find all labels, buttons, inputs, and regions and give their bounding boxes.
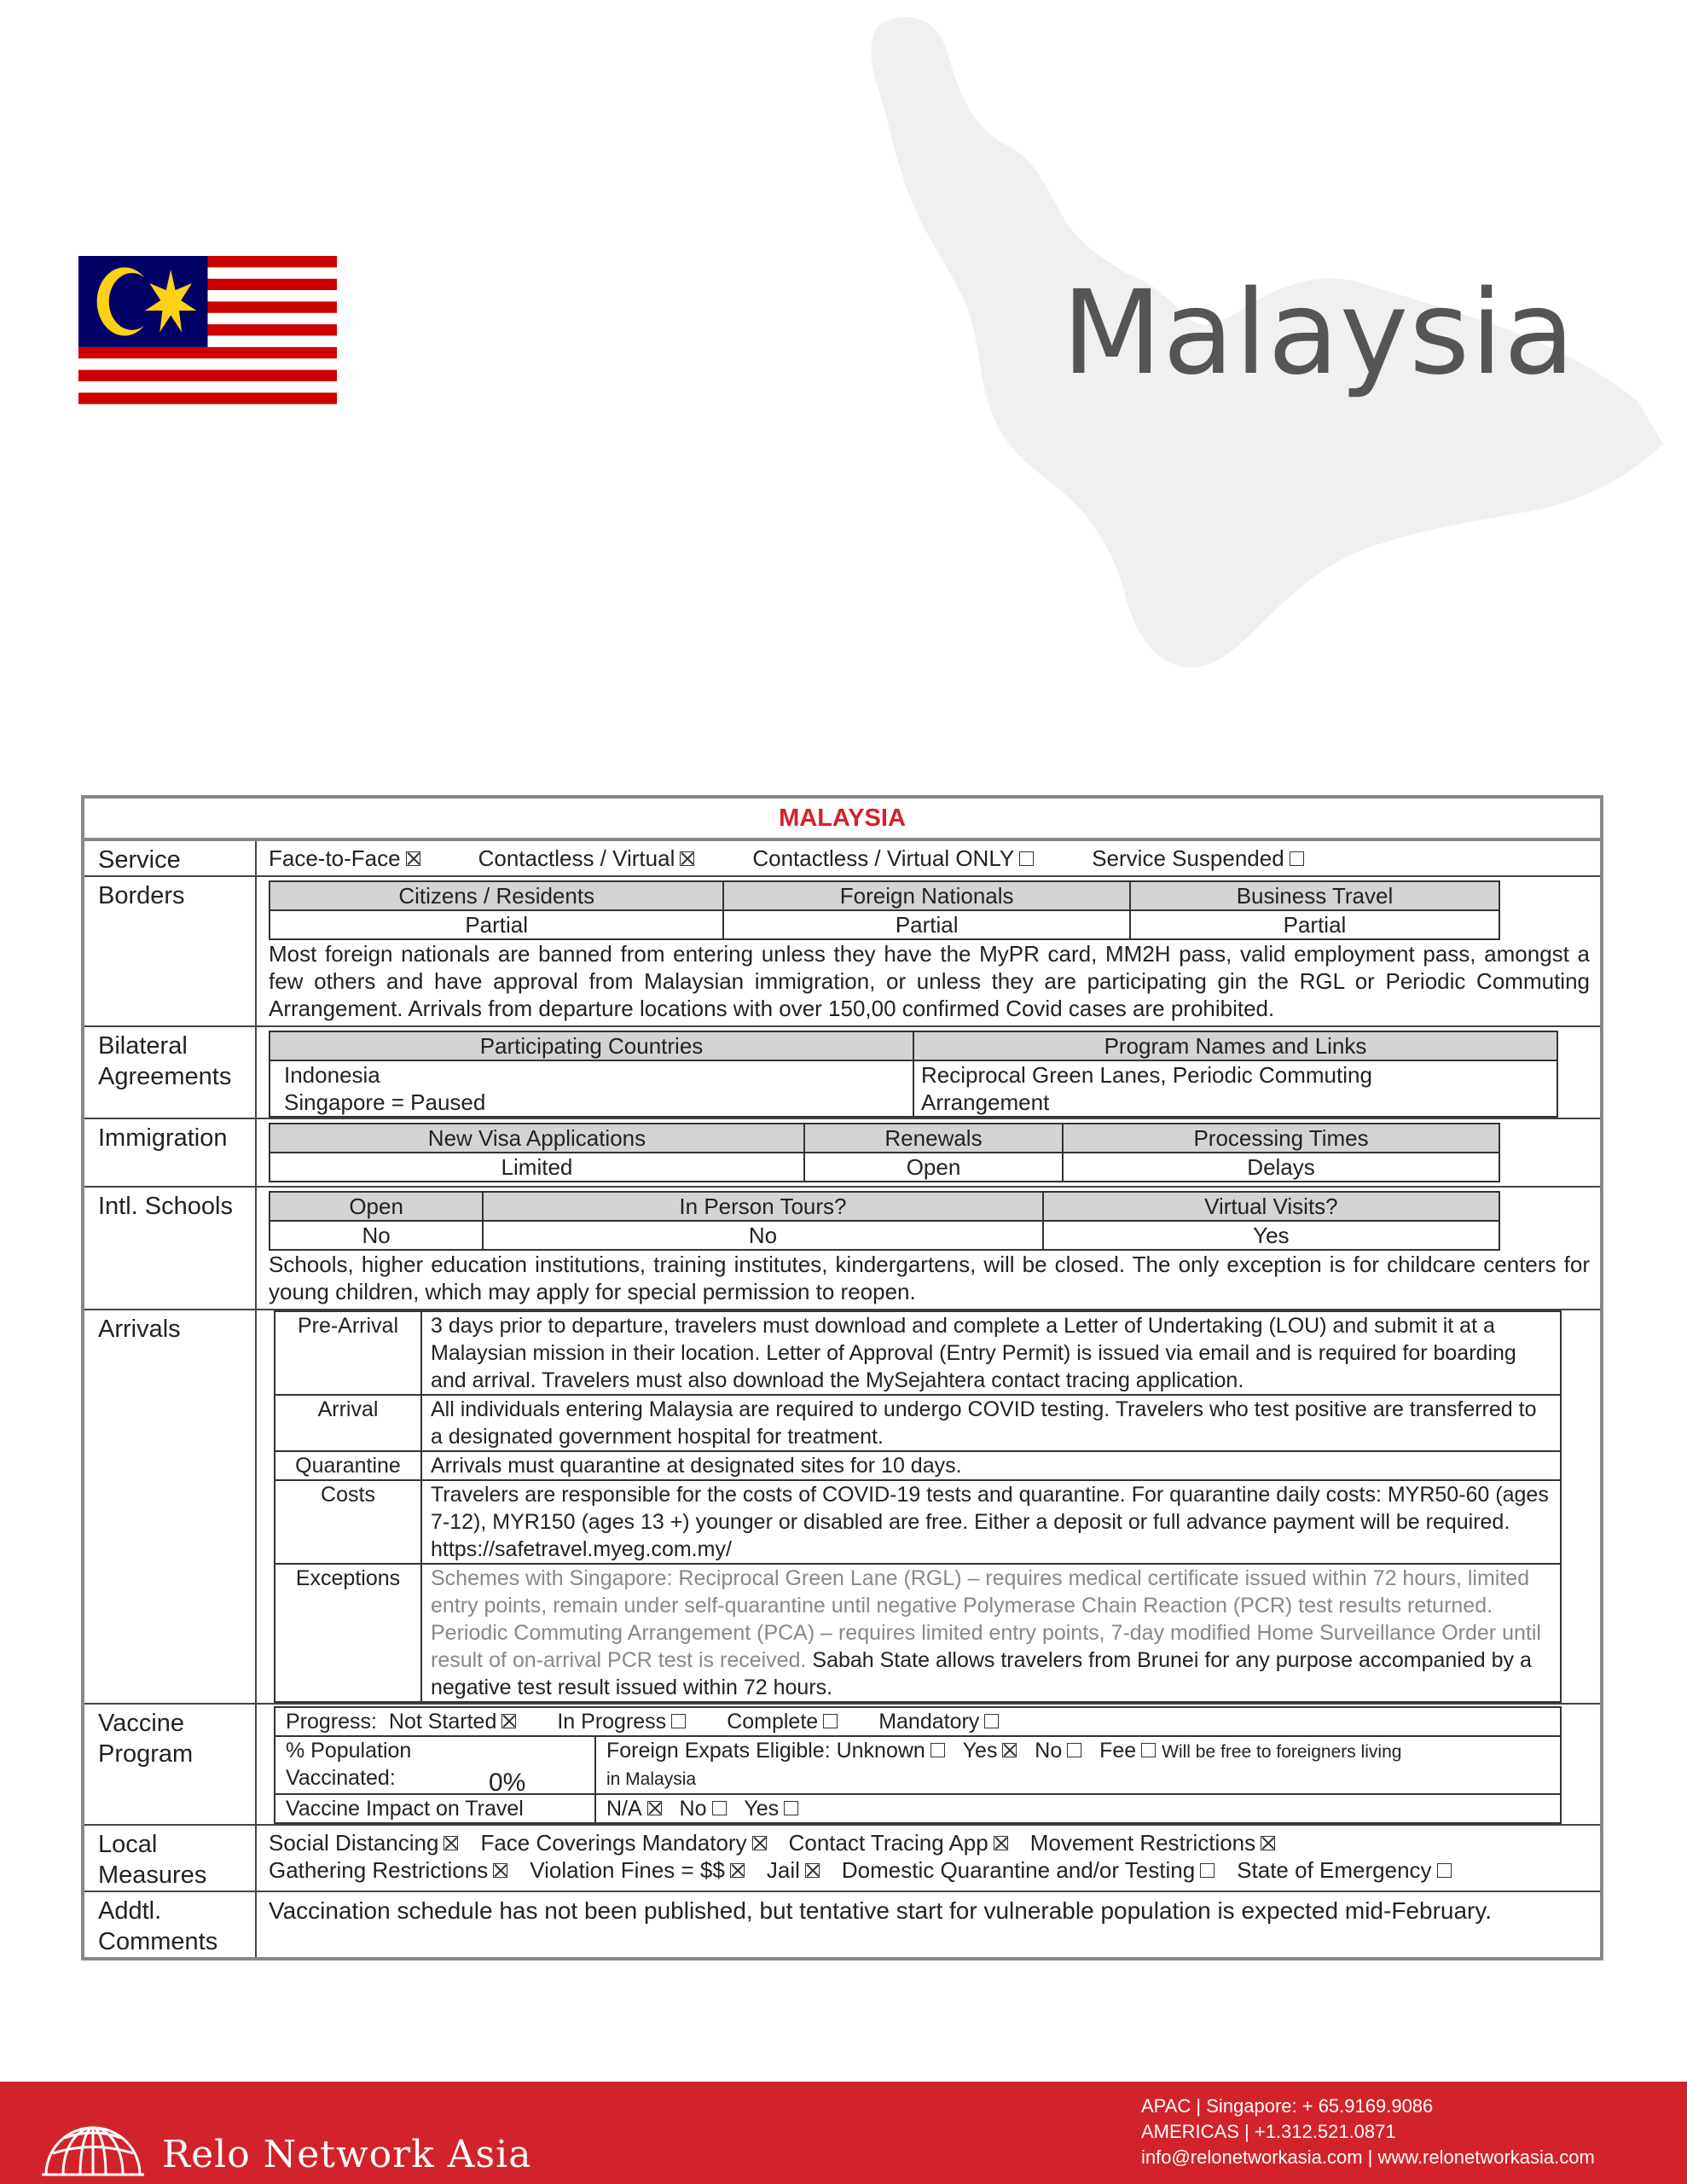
bilateral-grid bbox=[269, 1031, 1558, 1118]
option-contactless: Contactless / Virtual bbox=[478, 845, 695, 872]
brand-name: Relo Network Asia bbox=[162, 2133, 532, 2176]
measure-item: Face Coverings Mandatory bbox=[480, 1829, 766, 1856]
option-contactless-only: Contactless / Virtual ONLY bbox=[752, 845, 1034, 872]
checked-box-icon bbox=[994, 1836, 1008, 1850]
impact-option: Yes bbox=[744, 1797, 780, 1821]
checked-box-icon bbox=[730, 1863, 745, 1878]
vaccine-grid bbox=[274, 1706, 1562, 1824]
checked-box-icon bbox=[493, 1863, 507, 1878]
unchecked-box-icon bbox=[1141, 1743, 1156, 1757]
program-line: Arrangement bbox=[921, 1089, 1050, 1115]
grid-header: Open bbox=[270, 1192, 483, 1221]
arrivals-key: Arrival bbox=[275, 1395, 421, 1451]
checked-box-icon bbox=[443, 1836, 458, 1850]
measure-item: Domestic Quarantine and/or Testing bbox=[842, 1856, 1215, 1884]
unchecked-box-icon bbox=[823, 1714, 838, 1728]
progress-option: Mandatory bbox=[878, 1708, 999, 1735]
unchecked-box-icon bbox=[1200, 1863, 1215, 1878]
row-local-measures bbox=[84, 1826, 1600, 1892]
impact-option: N/A bbox=[606, 1797, 642, 1821]
grid-header: Citizens / Residents bbox=[270, 881, 723, 910]
grid-header: In Person Tours? bbox=[483, 1192, 1042, 1221]
grid-value: No bbox=[270, 1221, 483, 1250]
unchecked-box-icon bbox=[984, 1714, 999, 1728]
row-label: Borders bbox=[84, 877, 257, 1025]
measure-item: Gathering Restrictions bbox=[269, 1856, 507, 1884]
population-label: Vaccinated: bbox=[286, 1766, 396, 1790]
grid-header: New Visa Applications bbox=[270, 1124, 804, 1153]
checked-box-icon bbox=[752, 1836, 767, 1850]
schools-note: Schools, higher education institutions, training institutes, kindergartens, will be closed. The only exception is for childcare centers for young children, which may apply for special permission to reopen. bbox=[269, 1252, 1590, 1304]
unchecked-box-icon bbox=[784, 1801, 798, 1815]
option-service-suspended: Service Suspended bbox=[1092, 845, 1303, 872]
checked-box-icon bbox=[406, 851, 420, 866]
row-label: Bilateral Agreements bbox=[84, 1027, 257, 1118]
measure-item: Movement Restrictions bbox=[1030, 1829, 1275, 1856]
grid-header: Virtual Visits? bbox=[1043, 1192, 1499, 1221]
contact-line: info@relonetworkasia.com | www.relonetworkasia.com bbox=[1141, 2146, 1595, 2168]
grid-value: Partial bbox=[723, 910, 1130, 939]
population-value: 0% bbox=[489, 1769, 526, 1797]
row-bilateral bbox=[84, 1027, 1600, 1119]
grid-value: Yes bbox=[1043, 1221, 1499, 1250]
checked-box-icon bbox=[1261, 1836, 1275, 1850]
row-arrivals bbox=[84, 1310, 1600, 1705]
row-borders bbox=[84, 877, 1600, 1027]
immigration-grid bbox=[269, 1123, 1500, 1182]
arrivals-grid bbox=[274, 1310, 1562, 1703]
row-label: Intl. Schools bbox=[84, 1188, 257, 1309]
checked-box-icon bbox=[1002, 1743, 1017, 1757]
arrivals-text: 3 days prior to departure, travelers must download and complete a Letter of Undertaking (LOU) and submit it at a Malaysian mission in their location. Letter of Approval (Entry Permit) is issued via email and is required for boarding and arrival. Travelers must also download the MySejahtera contact tracing application. bbox=[421, 1311, 1561, 1395]
row-vaccine bbox=[84, 1705, 1600, 1826]
expats-label: Foreign Expats Eligible: Unknown bbox=[606, 1739, 925, 1763]
grid-value: Partial bbox=[1130, 910, 1499, 939]
arrivals-key: Pre-Arrival bbox=[275, 1311, 421, 1395]
row-label: Service bbox=[84, 841, 257, 875]
expats-option: Yes bbox=[962, 1739, 998, 1763]
unchecked-box-icon bbox=[1437, 1863, 1452, 1878]
checked-box-icon bbox=[501, 1714, 516, 1728]
country-status-table bbox=[81, 795, 1603, 1960]
unchecked-box-icon bbox=[712, 1801, 727, 1815]
arrivals-text bbox=[421, 1564, 1561, 1702]
unchecked-box-icon bbox=[1067, 1743, 1081, 1757]
exceptions-gray-text: Schemes with Singapore: Reciprocal Green Lane (RGL) – requires medical certificate issued within 72 hours, limited entry points, remain under self-quarantine until negative Polymerase Chain Reaction (PCR) test results returned. Periodic Commuting Arrangement (PCA) – requires limited entry points, 7-day modified Home Surveillance Order until result of on-arrival PCR test is received. bbox=[431, 1566, 1541, 1672]
table-header: MALAYSIA bbox=[84, 799, 1600, 841]
contact-info bbox=[1141, 2094, 1595, 2170]
borders-note: Most foreign nationals are banned from entering unless they have the MyPR card, MM2H pass, valid employment pass, amongst a few others and have approval from Malaysian immigration, or unless they are participating gin the RGL or Periodic Commuting Arrangement. Arrivals from departure locations with over 150,00 confirmed Covid cases are prohibited. bbox=[269, 941, 1590, 1021]
grid-header: Participating Countries bbox=[270, 1031, 913, 1060]
option-face-to-face: Face-to-Face bbox=[269, 845, 420, 872]
grid-value: Delays bbox=[1063, 1153, 1499, 1182]
measure-item: Contact Tracing App bbox=[789, 1829, 1008, 1856]
expats-note: Will be free to foreigners living bbox=[1162, 1742, 1402, 1762]
unchecked-box-icon bbox=[930, 1743, 945, 1757]
measure-item: Jail bbox=[767, 1856, 820, 1884]
population-label: % Population bbox=[286, 1739, 412, 1763]
row-label: Arrivals bbox=[84, 1310, 257, 1703]
unchecked-box-icon bbox=[671, 1714, 686, 1728]
expats-option: No bbox=[1035, 1739, 1063, 1763]
arrivals-text: Travelers are responsible for the costs of COVID-19 tests and quarantine. For quarantine daily costs: MYR50-60 (ages 7-12), MYR150 (ages 13 +) younger or disabled are free. Either a deposit or full advance payment will be required. https://safetravel.myeg.com.my/ bbox=[421, 1480, 1561, 1564]
arrivals-key: Quarantine bbox=[275, 1451, 421, 1480]
row-immigration bbox=[84, 1119, 1600, 1188]
measure-item: Social Distancing bbox=[269, 1829, 458, 1856]
contact-line: AMERICAS | +1.312.521.0871 bbox=[1141, 2121, 1396, 2142]
grid-value: Limited bbox=[270, 1153, 804, 1182]
row-schools bbox=[84, 1188, 1600, 1310]
grid-header: Renewals bbox=[804, 1124, 1063, 1153]
impact-option: No bbox=[679, 1797, 707, 1821]
grid-header: Program Names and Links bbox=[913, 1031, 1557, 1060]
unchecked-box-icon bbox=[1290, 851, 1304, 866]
exceptions-text: Sabah State allows travelers from Brunei for any purpose accompanied by a negative test result issued within 72 hours. bbox=[431, 1648, 1532, 1699]
progress-option: In Progress bbox=[557, 1708, 686, 1735]
checked-box-icon bbox=[805, 1863, 820, 1878]
arrivals-text: All individuals entering Malaysia are required to undergo COVID testing. Travelers who test positive are transferred to a designated government hospital for treatment. bbox=[421, 1395, 1561, 1451]
row-label: Vaccine Program bbox=[84, 1705, 257, 1824]
grid-header: Business Travel bbox=[1130, 881, 1499, 910]
row-service bbox=[84, 841, 1600, 877]
grid-header: Foreign Nationals bbox=[723, 881, 1130, 910]
grid-value: No bbox=[483, 1221, 1042, 1250]
country-item: Indonesia bbox=[284, 1062, 380, 1088]
contact-line: APAC | Singapore: + 65.9169.9086 bbox=[1141, 2095, 1434, 2117]
expats-note: in Malaysia bbox=[606, 1769, 697, 1789]
arrivals-text: Arrivals must quarantine at designated sites for 10 days. bbox=[421, 1451, 1561, 1480]
schools-grid bbox=[269, 1191, 1500, 1251]
measure-item: State of Emergency bbox=[1237, 1856, 1451, 1884]
borders-grid bbox=[269, 880, 1500, 940]
program-line: Reciprocal Green Lanes, Periodic Commuting bbox=[921, 1062, 1372, 1088]
unchecked-box-icon bbox=[1019, 851, 1034, 866]
comments-text: Vaccination schedule has not been published, but tentative start for vulnerable population is expected mid-February. bbox=[269, 1897, 1493, 1924]
grid-header: Processing Times bbox=[1063, 1124, 1499, 1153]
progress-option: Complete bbox=[727, 1708, 838, 1735]
country-item: Singapore = Paused bbox=[284, 1089, 486, 1115]
checked-box-icon bbox=[647, 1801, 662, 1815]
relo-globe-logo-icon bbox=[38, 2094, 148, 2179]
grid-value: Partial bbox=[270, 910, 723, 939]
row-comments bbox=[84, 1892, 1600, 1957]
row-label: Addtl. Comments bbox=[84, 1892, 257, 1957]
arrivals-key: Exceptions bbox=[275, 1564, 421, 1702]
progress-label: Progress: Not Started bbox=[286, 1708, 516, 1735]
grid-value: Open bbox=[804, 1153, 1063, 1182]
expats-option: Fee bbox=[1099, 1739, 1137, 1763]
malaysia-flag bbox=[78, 256, 337, 415]
row-label: Local Measures bbox=[84, 1826, 257, 1891]
impact-label: Vaccine Impact on Travel bbox=[275, 1794, 595, 1823]
checked-box-icon bbox=[680, 851, 694, 866]
measure-item: Violation Fines = $$ bbox=[530, 1856, 745, 1884]
page-title: Malaysia bbox=[1062, 266, 1576, 401]
row-label: Immigration bbox=[84, 1119, 257, 1186]
footer-bar bbox=[0, 2082, 1687, 2184]
arrivals-key: Costs bbox=[275, 1480, 421, 1564]
